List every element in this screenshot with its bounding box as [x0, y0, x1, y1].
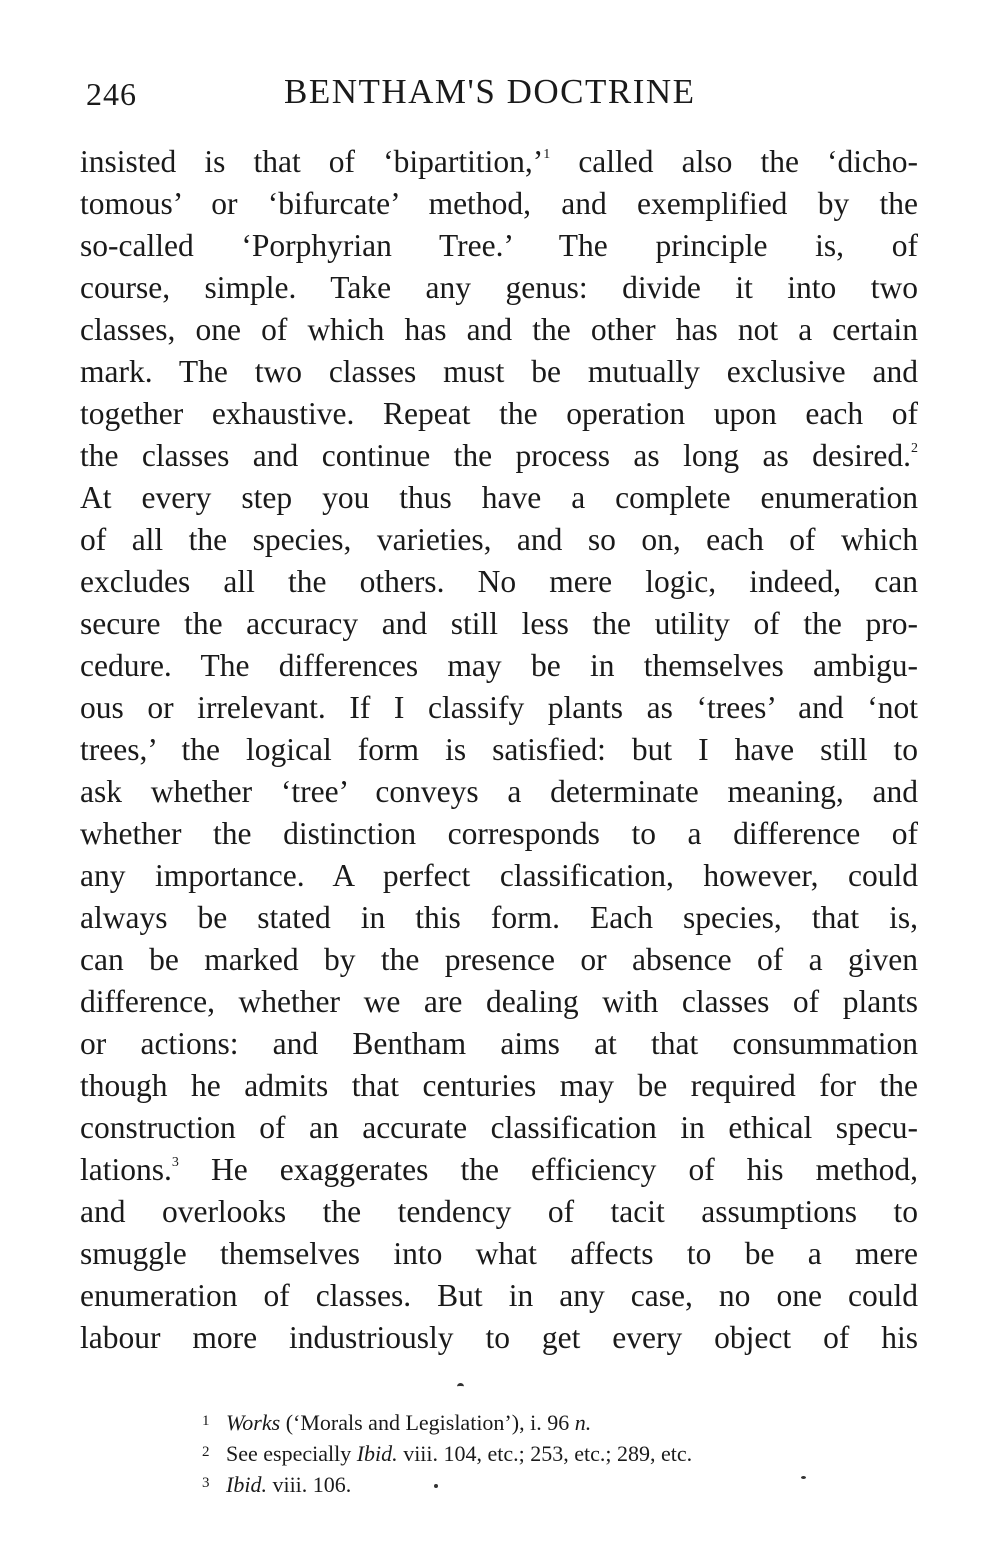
text-line: excludes all the others. No mere logic, indeed, can — [80, 564, 918, 599]
footnote: 2 See especially Ibid. viii. 104, etc.; 253, etc.; 289, etc. — [202, 1437, 822, 1468]
text-line: any importance. A perfect classification, however, could — [80, 858, 918, 893]
text-line: can be marked by the presence or absence of a given — [80, 942, 918, 977]
footnote-ref: 3 — [171, 1155, 179, 1170]
text-line: labour more industriously to get every object of his — [80, 1320, 918, 1355]
footnote-number: 1 — [202, 1413, 210, 1429]
text-line: enumeration of classes. But in any case, no one could — [80, 1278, 918, 1313]
text-line: classes, one of which has and the other has not a certain — [80, 312, 918, 347]
text-line: smuggle themselves into what affects to be a mere — [80, 1236, 918, 1271]
text-line: lations.$^3$ He exaggerates the efficiency of his method, — [80, 1152, 918, 1187]
print-mark — [457, 1383, 464, 1391]
running-title: BENTHAM'S DOCTRINE — [284, 72, 696, 111]
text-line: At every step you thus have a complete enumeration — [80, 480, 918, 515]
ink-speck — [434, 1484, 438, 1488]
text-line: tomous’ or ‘bifurcate’ method, and exemplified by the — [80, 186, 918, 221]
text-line: mark. The two classes must be mutually exclusive and — [80, 354, 918, 389]
footnote-ref: 1 — [543, 147, 551, 162]
text-line: whether the distinction corresponds to a difference of — [80, 816, 918, 851]
text-line: course, simple. Take any genus: divide it into two — [80, 270, 918, 305]
text-line: the classes and continue the process as long as desired.$^2$ — [80, 438, 918, 473]
text-line: of all the species, varieties, and so on, each of which — [80, 522, 918, 557]
footnote-ref: 2 — [911, 441, 918, 456]
text-line: ask whether ‘tree’ conveys a determinate meaning, and — [80, 774, 918, 809]
text-line: together exhaustive. Repeat the operation upon each of — [80, 396, 918, 431]
text-line: cedure. The differences may be in themselves ambigu- — [80, 648, 918, 683]
footnotes — [202, 1406, 822, 1499]
text-line: insisted is that of ‘bipartition,’$^1$ called also the ‘dicho- — [80, 144, 919, 179]
text-line: ous or irrelevant. If I classify plants as ‘trees’ and ‘not — [80, 690, 918, 725]
text-line: or actions: and Bentham aims at that consummation — [80, 1026, 918, 1061]
page-number: 246 — [86, 76, 137, 112]
page-header — [86, 72, 726, 116]
ink-speck — [801, 1476, 806, 1479]
text-line: so-called ‘Porphyrian Tree.’ The principle is, of — [80, 228, 918, 263]
footnote: 1 Works (‘Morals and Legislation’), i. 96 n. — [202, 1406, 822, 1437]
footnote: 3 Ibid. viii. 106. — [202, 1468, 822, 1499]
text-line: always be stated in this form. Each species, that is, — [80, 900, 918, 935]
text-line: secure the accuracy and still less the utility of the pro- — [80, 606, 918, 641]
text-line: construction of an accurate classification in ethical specu- — [80, 1110, 918, 1145]
footnote-number: 3 — [202, 1475, 210, 1491]
text-line: and overlooks the tendency of tacit assumptions to — [80, 1194, 918, 1229]
text-line: difference, whether we are dealing with classes of plants — [80, 984, 918, 1019]
text-line: though he admits that centuries may be required for the — [80, 1068, 918, 1103]
body-text — [80, 141, 918, 1359]
text-line: trees,’ the logical form is satisfied: but I have still to — [80, 732, 918, 767]
footnote-number: 2 — [202, 1444, 210, 1460]
